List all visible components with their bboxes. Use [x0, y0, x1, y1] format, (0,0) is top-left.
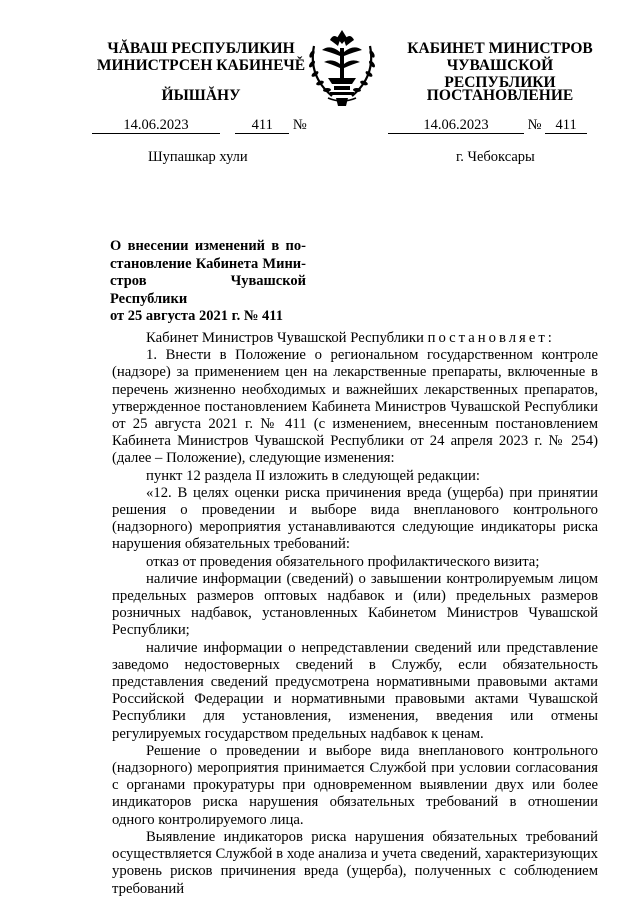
right-number: 411 [545, 118, 587, 134]
header-right [395, 40, 605, 91]
body-paragraph: наличие информации о непредставлении сведений или представление заведомо недостоверных сведений в Службу, если обязательность представления сведений предусмотрена нормативными правовыми актами Российской Федерации и нормативными правовыми актами Чувашской Республики для установления, изменения, введения или отмены регулируемых государством предельных надбавок к ценам. [112, 639, 598, 742]
left-number: 411 [235, 118, 289, 134]
header-left [90, 40, 312, 74]
right-date: 14.06.2023 [388, 118, 524, 134]
decree-word: постановляет: [427, 330, 555, 346]
dateline-right [388, 117, 587, 134]
header-left-line1: ЧĂВАШ РЕСПУБЛИКИН [107, 40, 295, 57]
header-left-line2: МИНИСТРСЕН КАБИНЕЧĚ [96, 57, 306, 74]
doctype-left: ЙЫШĂНУ [161, 87, 241, 104]
left-date: 14.06.2023 [92, 118, 220, 134]
document-body [112, 330, 598, 898]
doctype-right: ПОСТАНОВЛЕНИЕ [426, 87, 574, 104]
body-paragraph: 1. Внести в Положение о региональном государственном контроле (надзоре) за применением цен на лекарственные препараты, включенные в перечень жизненно необходимых и важнейших лекарственных препаратов, утвержденное постановлением Кабинета Министров Чувашской Республики от 25 августа 2021 г. № 411 (с изменением, внесенным постановлением Кабинета Министров Чувашской Республики от 24 апреля 2023 г. № 254) (далее – Положение), следующие изменения: [112, 347, 598, 467]
left-number-sign: № [292, 117, 307, 133]
dateline-left [92, 117, 307, 134]
title-line: О внесении изменений в по- [110, 238, 306, 254]
body-paragraph: Выявление индикаторов риска нарушения обязательных требований осуществляется Службой в ходе анализа и учета сведений, характеризующих уровень рисков причинения вреда (ущерба), полученных с соблюдением требований [112, 828, 598, 897]
title-line: от 25 августа 2021 г. № 411 [110, 308, 283, 324]
header-right-line2: ЧУВАШСКОЙ РЕСПУБЛИКИ [444, 57, 556, 91]
body-paragraph: наличие информации (сведений) о завышении контролируемым лицом предельных размеров оптовых надбавок и (или) предельных размеров розничных надбавок, установленных Кабинетом Министров Чувашской Республики; [112, 570, 598, 639]
body-paragraph: отказ от проведения обязательного профилактического визита; [146, 553, 540, 570]
chuvash-republic-emblem-icon [300, 18, 384, 110]
place-left: Шупашкар хули [148, 149, 248, 165]
header-right-line1: КАБИНЕТ МИНИСТРОВ [407, 40, 593, 57]
intro-paragraph [112, 330, 598, 347]
title-line: становление Кабинета Мини- [110, 255, 306, 272]
document-title [110, 238, 306, 326]
title-line: стров Чувашской Республики [110, 273, 306, 307]
intro-prefix: Кабинет Министров Чувашской Республики [146, 330, 424, 346]
body-paragraph: «12. В целях оценки риска причинения вреда (ущерба) при принятии решения о проведении и выборе вида внепланового контрольного (надзорного) мероприятия устанавливаются следующие индикаторы риска нарушения обязательных требований: [112, 484, 598, 553]
right-number-sign: № [527, 117, 542, 133]
place-right: г. Чебоксары [456, 149, 535, 165]
body-paragraph: пункт 12 раздела II изложить в следующей редакции: [146, 467, 480, 484]
body-paragraph: Решение о проведении и выборе вида внепланового контрольного (надзорного) мероприятия принимается Службой при условии согласования с органами прокуратуры при одновременном выявлении двух или более индикаторов риска нарушения обязательных требований в отношении одного контролируемого лица. [112, 742, 598, 828]
